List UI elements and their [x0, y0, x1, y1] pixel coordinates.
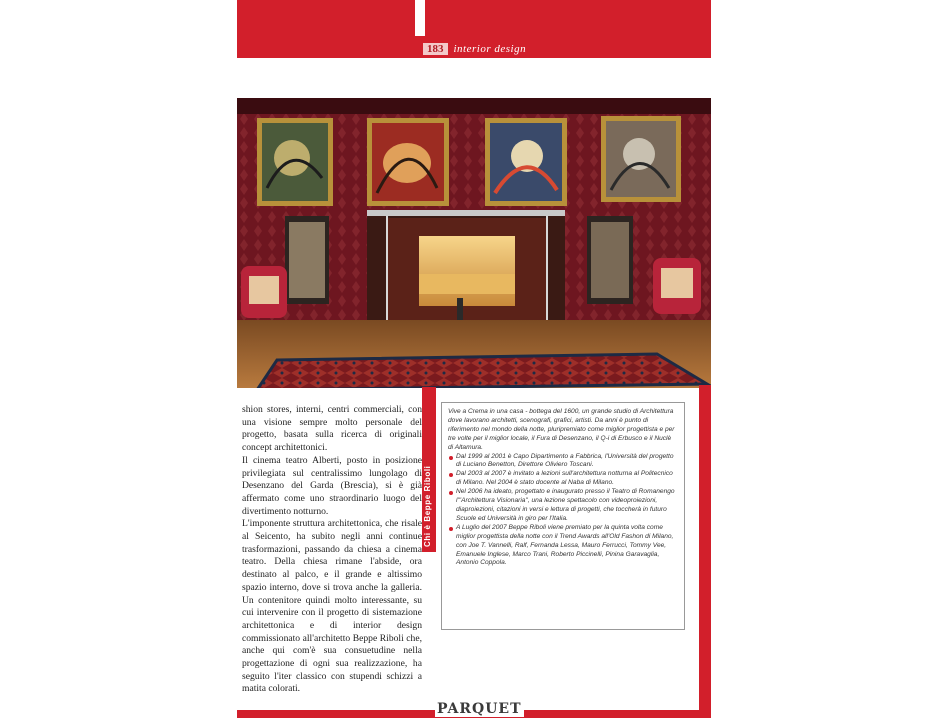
article-paragraph: L'imponente struttura architettonica, che risale al Seicento, ha subito negli anni continue trasformazioni, passando da chiesa a cinema teatro. Della chiesa rimane l'abside, ora destinato al palco, e il grande e altissimo spazio interno, dove si trova anche la galleria. Un contenitore quindi molto interessante, su cui intervenire con il progetto di sistemazione architettonica e di interior design commissionato all'architetto Beppe Riboli che, anche qui com'è sua consuetudine nella progettazione di ogni sua realizzazione, ha seguito l'iter classico con stupendi schizzi a matita colorati. [242, 518, 422, 695]
article-paragraph: Il cinema teatro Alberti, posto in posizione privilegiata sul centralissimo lungolago di Desenzano del Garda (Brescia), si è già affermato come uno straordinario luogo del divertimento notturno. [242, 454, 422, 517]
bio-item: A Luglio del 2007 Beppe Riboli viene premiato per la quinta volta come miglior progettista della notte con il Trend Awards all'Old Fashon di Milano, con Joe T. Vannelli, Ralf, Fernanda Lessa, Mauro Ferrucci, Tommy Vee, Emanuele Inglese, Marco Trani, Roberto Piccinelli, Pinina Garavaglia, Antonio Coppola. [448, 524, 678, 569]
bio-box [441, 402, 685, 630]
sidebar-title-strip [422, 387, 436, 552]
article-paragraph: shion stores, interni, centri commerciali, con una visione sempre molto personale del progetto, basata sulla ricerca di originali concept architettonici. [242, 404, 422, 454]
bio-item: Nel 2006 ha ideato, progettato e inaugurato presso il Teatro di Romanengo l'"Architettura Visionaria", una lezione spettacolo con videoproiezioni, diaproiezioni, citazioni in versi e lettura di progetti, che toccherà in futuro Scuole ed Università in giro per l'Italia. [448, 488, 678, 524]
bio-list [448, 453, 678, 569]
section-title: interior design [453, 43, 527, 55]
magazine-logo: PARQUET [437, 701, 522, 717]
header-notch [415, 0, 425, 36]
page-edge-band [699, 385, 711, 710]
bio-item: Dal 2003 al 2007 è invitato a lezioni sull'architettura notturna al Politecnico di Milano. Nel 2004 è stato docente al Naba di Milano. [448, 470, 678, 488]
page-number: 183 [423, 43, 448, 55]
folio [423, 40, 526, 58]
header-gap [237, 58, 711, 98]
sidebar-title: Chi è Beppe Riboli [423, 465, 432, 547]
article-text [242, 404, 422, 696]
interior-photo-illustration [237, 98, 711, 388]
interior-photo [237, 98, 711, 388]
bio-intro: Vive a Crema in una casa - bottega del 1600, un grande studio di Architettura dove lavorano architetti, scenografi, grafici, artisti. Da anni è punto di riferimento nel mondo della notte, pluripremiato come miglior progettista e per tre volte per il miglior locale, il Fura di Desenzano, il Q-i di Erbusco e il Nuclè di Altamura. [448, 408, 675, 451]
magazine-page [237, 0, 711, 718]
bio-item: Dal 1999 al 2001 è Capo Dipartimento a Fabbrica, l'Università del progetto di Luciano Benetton, Direttore Oliviero Toscani. [448, 453, 678, 471]
